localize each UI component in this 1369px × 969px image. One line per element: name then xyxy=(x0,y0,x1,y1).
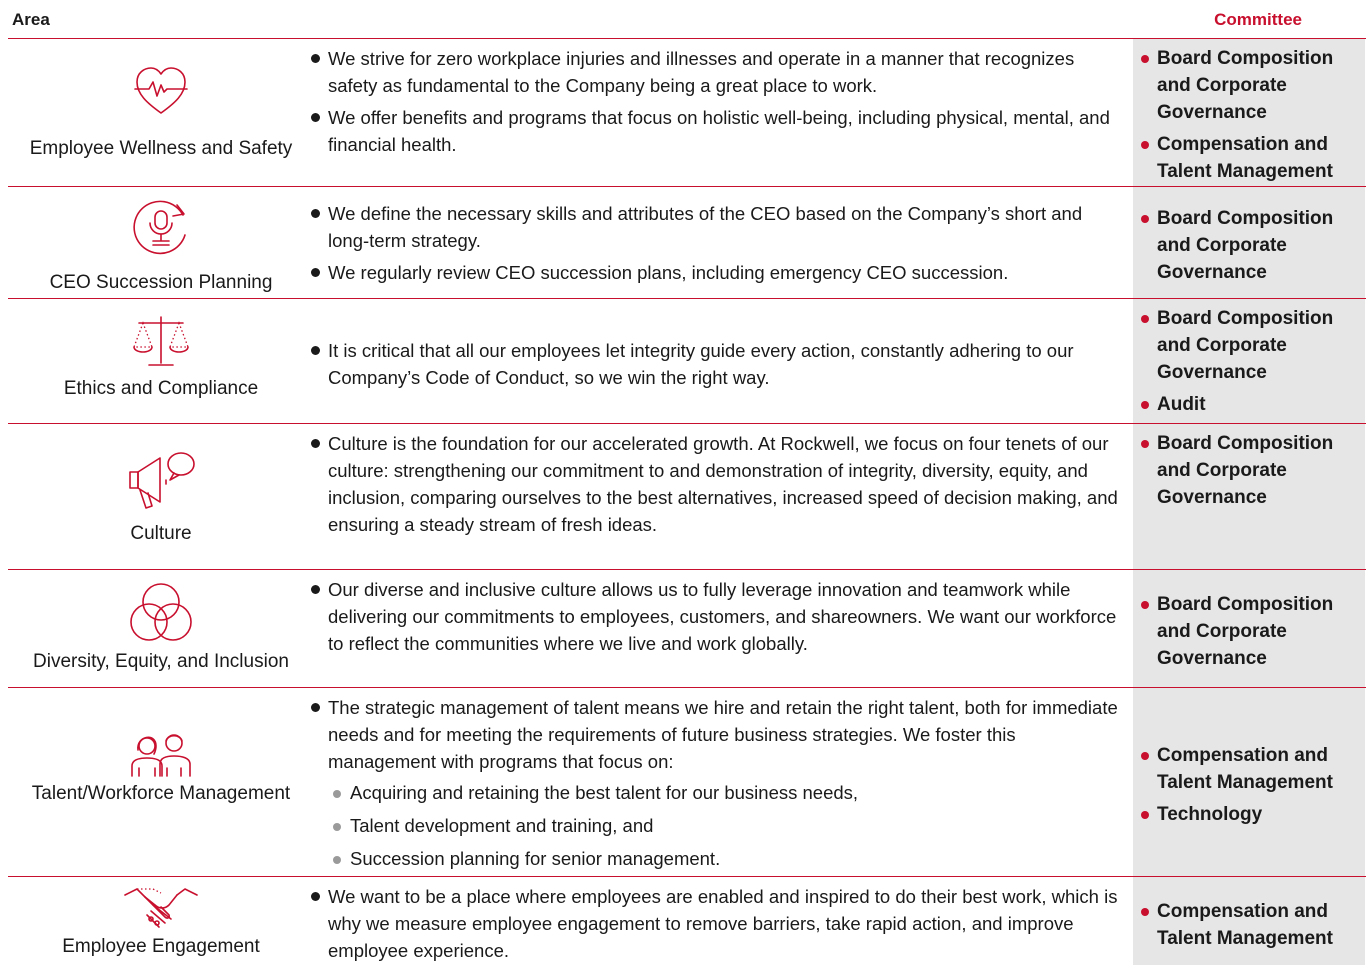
committee-cell xyxy=(1139,305,1367,423)
description-bullet: We want to be a place where employees are enabled and inspired to do their best work, which is why we measure employee engagement to remove barriers, take rapid action, and improve employee experience. xyxy=(311,883,1126,964)
committee-cell xyxy=(1139,742,1367,833)
committee-column-header: Committee xyxy=(1214,10,1302,29)
area-label: CEO Succession Planning xyxy=(49,272,273,293)
table-row xyxy=(8,424,1366,570)
venn-circles-icon xyxy=(125,582,197,644)
area-label: Ethics and Compliance xyxy=(63,378,259,399)
description-bullet: Culture is the foundation for our accelerated growth. At Rockwell, we focus on four tenets of our culture: strengthening our commitment to and demonstration of integrity, diversity, equity, and inclusion, comparing ourselves to the best alternatives, increased speed of decision making, and ensuring a steady stream of fresh ideas. xyxy=(311,430,1126,538)
description-cell xyxy=(311,430,1126,543)
area-label: Employee Engagement xyxy=(62,936,260,957)
description-bullet: We regularly review CEO succession plans, including emergency CEO succession. xyxy=(311,259,1126,286)
table-row xyxy=(8,570,1366,688)
table-row xyxy=(8,299,1366,424)
committee-cell xyxy=(1139,898,1367,957)
description-bullet: The strategic management of talent means we hire and retain the right talent, both for immediate needs and for meeting the requirements of future business strategies. We foster this management with programs that focus on: xyxy=(311,694,1126,775)
area-cell xyxy=(8,65,314,162)
committee-item: Compensation and Talent Management xyxy=(1139,742,1367,796)
description-cell xyxy=(311,883,1126,969)
area-column-header: Area xyxy=(12,10,50,29)
committee-cell xyxy=(1139,45,1367,190)
description-sub-bullet: Succession planning for senior management. xyxy=(311,845,1126,872)
committee-item: Technology xyxy=(1139,801,1367,828)
table-row xyxy=(8,877,1366,965)
succession-cycle-icon xyxy=(129,195,193,261)
description-sub-bullet: Acquiring and retaining the best talent for our business needs, xyxy=(311,779,1126,806)
area-cell xyxy=(8,883,314,960)
committee-item: Board Composition and Corporate Governance xyxy=(1139,591,1367,672)
description-bullet: We define the necessary skills and attributes of the CEO based on the Company’s short and long-term strategy. xyxy=(311,200,1126,254)
committee-cell xyxy=(1139,205,1367,291)
scales-icon xyxy=(131,315,191,371)
area-cell xyxy=(8,195,314,296)
table-row xyxy=(8,187,1366,299)
area-cell xyxy=(8,315,314,402)
area-label: Diversity, Equity, and Inclusion xyxy=(33,651,289,672)
committee-cell xyxy=(1139,591,1367,677)
area-label: Culture xyxy=(130,523,192,544)
table-row xyxy=(8,688,1366,877)
area-cell xyxy=(8,446,314,547)
committee-item: Board Composition and Corporate Governance xyxy=(1139,430,1367,511)
description-cell xyxy=(311,337,1126,396)
description-sub-bullet: Talent development and training, and xyxy=(311,812,1126,839)
committee-cell xyxy=(1139,430,1367,516)
description-bullet: Our diverse and inclusive culture allows us to fully leverage innovation and teamwork while delivering our commitments to employees, customers, and shareowners. We want our workforce to reflect the communities where we live and work globally. xyxy=(311,576,1126,657)
area-cell xyxy=(8,582,314,675)
description-cell xyxy=(311,200,1126,291)
committee-item: Compensation and Talent Management xyxy=(1139,131,1367,185)
description-bullet: It is critical that all our employees let integrity guide every action, constantly adhering to our Company’s Code of Conduct, so we win the right way. xyxy=(311,337,1126,391)
table-row xyxy=(8,39,1366,187)
handshake-icon xyxy=(123,883,199,933)
description-bullet: We offer benefits and programs that focus on holistic well-being, including physical, mental, and financial health. xyxy=(311,104,1126,158)
description-cell xyxy=(311,694,1126,878)
description-cell xyxy=(311,576,1126,662)
people-icon xyxy=(130,728,192,778)
committee-item: Board Composition and Corporate Governance xyxy=(1139,205,1367,286)
area-cell xyxy=(8,728,314,807)
area-label: Talent/Workforce Management xyxy=(31,783,291,804)
megaphone-icon xyxy=(124,446,198,518)
description-cell xyxy=(311,45,1126,163)
committee-item: Board Composition and Corporate Governance xyxy=(1139,305,1367,386)
committee-item: Audit xyxy=(1139,391,1367,418)
committee-item: Compensation and Talent Management xyxy=(1139,898,1367,952)
area-label: Employee Wellness and Safety xyxy=(29,138,293,159)
description-bullet: We strive for zero workplace injuries and illnesses and operate in a manner that recognizes safety as fundamental to the Company being a great place to work. xyxy=(311,45,1126,99)
heart-pulse-icon xyxy=(133,65,189,117)
table-header xyxy=(8,0,1366,39)
committee-item: Board Composition and Corporate Governance xyxy=(1139,45,1367,126)
